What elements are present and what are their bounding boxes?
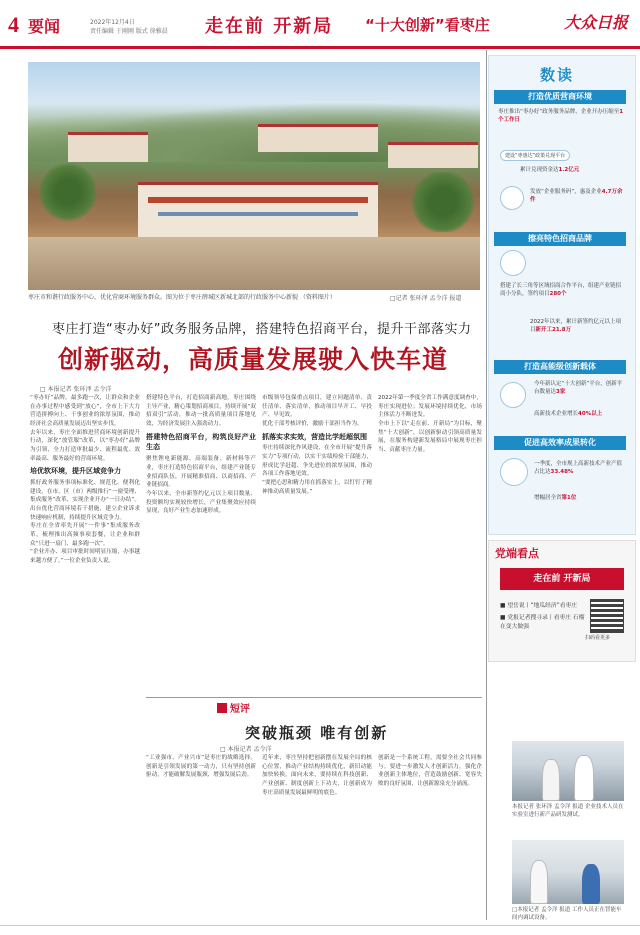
article-subheading: 搭建特色招商平台，构筑良好产业生态 <box>146 432 256 452</box>
panel-item <box>530 318 624 335</box>
article-column-2 <box>146 394 256 694</box>
dateline <box>90 18 210 36</box>
panel-band: 打造高能级创新载体 <box>494 360 626 374</box>
panel-item <box>520 166 624 174</box>
app-promo-link[interactable]: ■ 望岳说丨“地瓜经济”看枣庄 <box>500 603 578 609</box>
commentary-column-2 <box>262 754 372 919</box>
side-photo-caption: □本报记者 孟令洋 报道 工作人员正在智能车间内调试设备。 <box>512 907 622 921</box>
panel-item-text: 2022年以来，累计新签约亿元以上项目 <box>530 319 621 334</box>
photo-credit: □记者 张环泽 孟令洋 报道 <box>390 295 462 302</box>
panel-band: 打造优质营商环境 <box>494 90 626 104</box>
panel-item <box>534 380 624 397</box>
panel-number: 280个 <box>549 291 567 298</box>
panel-number: 40%以上 <box>578 411 603 417</box>
app-promo-title: 党端看点 <box>495 547 539 560</box>
photo-window-band <box>158 212 358 216</box>
panel-item <box>534 460 624 477</box>
photo-building <box>68 132 148 162</box>
theme-title: 走在前 开新局 <box>205 16 334 37</box>
footer-rule <box>0 925 640 926</box>
panel-item <box>500 282 624 299</box>
header-rule <box>0 46 640 49</box>
article-column-3 <box>262 394 372 694</box>
main-photo <box>28 62 480 290</box>
photo-person <box>574 755 594 801</box>
section-name: 要闻 <box>28 17 61 36</box>
article-paragraph: 枣庄持续深化作风建设，在全市开展“提升落实力”专项行动，以实干实绩检验干部能力，形成比学赶超、争先进位的浓厚氛围，推动各项工作落地见效。 “要把心思和精力用在抓落实上，以钉钉子精神推动高质量发展。” <box>262 445 372 495</box>
theme-subtitle: “十大创新”看枣庄 <box>365 16 490 34</box>
panel-number: 第1位 <box>561 495 577 501</box>
photo-building <box>388 142 478 168</box>
panel-item-text: 累计兑现资金达 <box>520 167 559 173</box>
panel-number: 4.7万余件 <box>530 189 623 204</box>
article-paragraph: 聚焦锂电新能源、高端装备、新材料等产业，枣庄打造特色招商平台，组建产业链专业招商队伍，开展精准招商、以商招商、产业链招商。 今年以来，全市新签约亿元以上项目数量、投资额均实现较快增长，产业集聚效应持续显现，良好产业生态加速形成。 <box>146 456 256 515</box>
panel-item-text: 今年新认定“十大创新”平台，创新平台数量达 <box>534 381 623 396</box>
article-paragraph: 市级领导包保重点项目，建立问题清单、责任清单、落实清单，推动项目早开工、早投产、早见效。 优化干部考核评价，激励干部担当作为。 <box>262 395 372 427</box>
photo-trees <box>38 162 98 222</box>
app-promo-link[interactable]: ■ 党报记者搜寻录丨看枣庄 石榴在变大做强 <box>500 615 585 630</box>
commentary-column-1 <box>146 754 256 919</box>
panel-item <box>534 410 624 418</box>
commentary-paragraph: “工业强市、产业兴市”是枣庄的战略选择。创新是引领发展的第一动力，只有坚持创新驱动，才能破解发展瓶颈、增强发展后劲。 <box>146 755 256 779</box>
panel-band: 促进高效率成果转化 <box>494 436 626 450</box>
section-divider <box>146 697 482 698</box>
panel-number: 1.2亿元 <box>558 167 580 173</box>
article-paragraph: 搭建特色平台，打造招商新高地。枣庄围绕主导产业，精心策划招商项目，持续开展“双招双引”活动，推动一批高质量项目落地见效，为经济发展注入强劲动力。 <box>146 395 256 427</box>
commentary-paragraph: 近年来，枣庄坚持把创新摆在发展全局的核心位置，推动产业结构持续优化，新旧动能加快转换。面向未来，要持续在科技创新、产业创新、制度创新上下功夫，让创新成为枣庄高质量发展最鲜明的底色。 <box>262 755 372 796</box>
panel-number: 3家 <box>556 389 566 396</box>
article-subheading: 抓落实求实效，营造比学赶超氛围 <box>262 432 367 441</box>
handshake-icon <box>500 250 526 276</box>
photo-main-hall <box>138 182 378 237</box>
photo-person <box>582 864 600 904</box>
photo-plaza <box>28 237 480 290</box>
document-icon <box>500 186 524 210</box>
issue-date: 2022年12月4日 <box>90 19 135 26</box>
editor-line: 责任编辑 于刚刚 版式 徐雅晨 <box>90 28 168 35</box>
panel-item <box>498 108 624 125</box>
chart-icon <box>500 458 528 486</box>
article-column-4 <box>378 394 482 694</box>
article-headline: 创新驱动，高质量发展驶入快车道 <box>58 345 449 374</box>
commentary-byline: □ 本报记者 孟令洋 <box>220 746 272 753</box>
panel-item <box>534 494 624 502</box>
qr-label: 扫码看更多 <box>585 635 611 641</box>
article-subheading: 培优软环境，提升区域竞争力 <box>30 467 121 476</box>
panel-number: 新开工21.8万 <box>535 327 572 334</box>
panel-pill: 建设“枣惠达”政策兑现平台 <box>500 150 570 161</box>
photo-building <box>258 124 378 152</box>
qr-code-icon[interactable] <box>591 600 623 632</box>
article-paragraph: 2022年第一季度全省工作满意度调查中，枣庄实现进位；发展环境持续优化，市场主体活力不断迸发。 全市上下以“走在前、开新局”为目标，聚焦“十大创新”，以创新驱动引领高质量发展，在服务构建新发展格局中展现枣庄担当、贡献枣庄力量。 <box>378 395 482 453</box>
article-byline: □ 本报记者 张环泽 孟令洋 <box>40 386 112 393</box>
commentary-tag <box>217 700 250 715</box>
article-paragraph: “枣办好”品牌，最多跑一次，让群众和企业在办事过程中感受到“放心”，全市上下大力营造拼搏向上、干事创业的浓厚氛围，推动经济社会高质量发展迈出坚实步伐。 去年以来，枣庄全面推进营商环境创新提升行动，深化“放管服”改革，以“枣办好”品牌为引领，全力打造审批最少、流程最优、效率最高、服务最好的营商环境。 <box>30 395 140 462</box>
commentary-tag-label: 短评 <box>230 704 250 715</box>
panel-band: 擦亮特色招商品牌 <box>494 232 626 246</box>
panel-item-text: 增幅居全省 <box>534 495 562 501</box>
photo-roof-band <box>148 197 368 203</box>
side-photo-lab <box>512 741 624 801</box>
commentary-column-3 <box>378 754 482 919</box>
panel-item-text: 高新技术企业增长 <box>534 411 579 417</box>
article-kicker: 枣庄打造“枣办好”政务服务品牌，搭建特色招商平台，提升干部落实力 <box>52 322 472 337</box>
newspaper-logo: 大众日报 <box>563 13 628 32</box>
column-divider <box>486 50 487 920</box>
panel-title: 数读 <box>540 66 575 84</box>
commentary-title: 突破瓶颈 唯有创新 <box>245 724 389 742</box>
panel-item-text: 枣庄推出“枣办好”政务服务品牌，企业开办压缩至 <box>498 109 620 115</box>
panel-item <box>530 188 624 205</box>
masthead <box>0 0 640 50</box>
photo-person <box>530 860 548 904</box>
side-photo-workshop <box>512 840 624 904</box>
panel-item-text: 搭建了长三角等区域招商合作平台，组建产业链招商小分队，签约项目 <box>500 283 622 298</box>
page-number: 4 <box>8 12 19 37</box>
panel-item-text: 发放“企业服务码”，惠及企业 <box>530 189 602 195</box>
photo-trees <box>408 172 478 232</box>
panel-number: 33.48% <box>550 469 574 476</box>
lightbulb-icon <box>500 382 526 408</box>
commentary-paragraph: 创新是一个系统工程，需要全社会共同参与。要进一步激发人才创新活力，强化企业创新主体地位，营造鼓励创新、宽容失败的良好氛围，让创新源泉充分涌流。 <box>378 755 482 787</box>
panel-item-text: 一季度，全市规上高新技术产业产值占比达 <box>534 461 623 476</box>
tag-mark-icon <box>217 703 227 713</box>
article-paragraph: 抓好政务服务事项标准化、规范化、便利化建设，在市、区（市）两级推行“一窗受理、集成服务”改革，实现企业开办“一日办结”。出台优化营商环境若干措施，建立企业诉求快速响应机制，持续提升区域竞争力。 枣庄在全省率先开展“一件事”集成服务改革，梳理推出高频事项套餐，让企业和群众“只进一扇门、最多跑一次”。 “企业开办、项目审批时间明显压缩，办事越来越方便了。”一位企业负责人说。 <box>30 480 140 564</box>
app-promo-banner[interactable]: 走在前 开新局 <box>500 568 624 590</box>
photo-person <box>542 759 560 801</box>
photo-caption: 枣庄市和谐行政服务中心，优化营商环境服务群众。图为位于枣庄薛城区新城北部的行政服务中心新貌 （资料图片） <box>28 294 336 301</box>
article-column-1 <box>30 394 140 919</box>
panel-number: 1个工作日 <box>498 109 624 124</box>
side-photo-caption: 本报记者 张环泽 孟令洋 报道 企业技术人员在实验室进行新产品研发测试。 <box>512 804 624 818</box>
